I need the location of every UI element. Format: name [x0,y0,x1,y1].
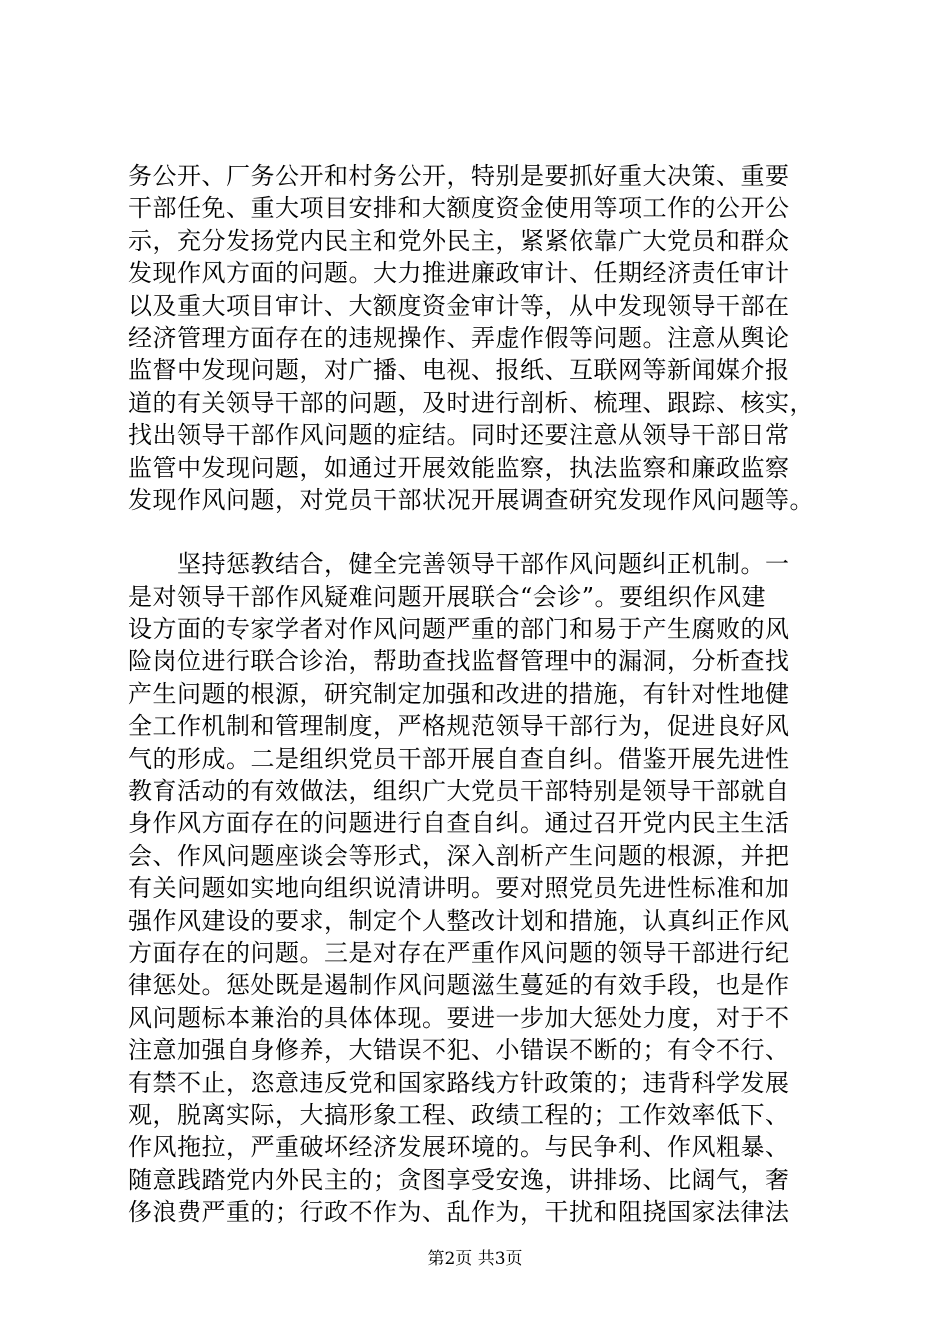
paragraph-2 [128,548,828,1228]
text-line: 有关问题如实地向组织说清讲明。要对照党员先进性标准和加 [128,874,790,903]
text-line: 道的有关领导干部的问题，及时进行剖析、梳理、跟踪、核实， [128,388,814,417]
text-line: 干部任免、重大项目安排和大额度资金使用等项工作的公开公 [128,194,790,223]
page-number-footer: 第2页 共3页 [427,1249,523,1269]
text-line: 律惩处。惩处既是遏制作风问题滋生蔓延的有效手段，也是作 [128,971,790,1000]
text-line: 作风拖拉，严重破坏经济发展环境的。与民争利、作风粗暴、 [128,1133,790,1162]
text-line: 随意践踏党内外民主的；贪图享受安逸，讲排场、比阔气，奢 [128,1165,790,1194]
text-line: 有禁不止，恣意违反党和国家路线方针政策的；违背科学发展 [128,1068,790,1097]
text-line: 观，脱离实际，大搞形象工程、政绩工程的；工作效率低下、 [128,1100,790,1129]
text-line: 监督中发现问题，对广播、电视、报纸、互联网等新闻媒介报 [128,356,790,385]
text-line: 注意加强自身修养，大错误不犯、小错误不断的；有令不行、 [128,1036,790,1065]
text-line: 气的形成。二是组织党员干部开展自查自纠。借鉴开展先进性 [128,744,790,773]
text-line: 会、作风问题座谈会等形式，深入剖析产生问题的根源，并把 [128,841,790,870]
text-line: 方面存在的问题。三是对存在严重作风问题的领导干部进行纪 [128,938,790,967]
paragraph-1 [128,160,828,516]
text-line: 风问题标本兼治的具体体现。要进一步加大惩处力度，对于不 [128,1003,790,1032]
text-line: 是对领导干部作风疑难问题开展联合“会诊”。要组织作风建 [128,582,767,611]
text-line: 坚持惩教结合，健全完善领导干部作风问题纠正机制。一 [128,550,790,579]
text-line: 找出领导干部作风问题的症结。同时还要注意从领导干部日常 [128,421,790,450]
text-line: 险岗位进行联合诊治，帮助查找监督管理中的漏洞，分析查找 [128,647,790,676]
text-line: 教育活动的有效做法，组织广大党员干部特别是领导干部就自 [128,777,790,806]
text-line: 以及重大项目审计、大额度资金审计等，从中发现领导干部在 [128,291,790,320]
text-line: 侈浪费严重的；行政不作为、乱作为，干扰和阻挠国家法律法 [128,1198,790,1227]
paragraph-gap [128,516,828,548]
text-line: 强作风建设的要求，制定个人整改计划和措施，认真纠正作风 [128,906,790,935]
text-line: 发现作风方面的问题。大力推进廉政审计、任期经济责任审计 [128,259,790,288]
text-line: 务公开、厂务公开和村务公开，特别是要抓好重大决策、重要 [128,162,790,190]
text-line: 身作风方面存在的问题进行自查自纠。通过召开党内民主生活 [128,809,790,838]
document-body [128,160,828,1229]
text-line: 发现作风问题，对党员干部状况开展调查研究发现作风问题等。 [128,485,814,514]
text-line: 全工作机制和管理制度，严格规范领导干部行为，促进良好风 [128,712,790,741]
text-line: 监管中发现问题，如通过开展效能监察，执法监察和廉政监察 [128,453,790,482]
text-line: 设方面的专家学者对作风问题严重的部门和易于产生腐败的风 [128,615,790,644]
text-line: 示，充分发扬党内民主和党外民主，紧紧依靠广大党员和群众 [128,226,790,255]
text-line: 产生问题的根源，研究制定加强和改进的措施，有针对性地健 [128,679,790,708]
text-line: 经济管理方面存在的违规操作、弄虚作假等问题。注意从舆论 [128,323,790,352]
